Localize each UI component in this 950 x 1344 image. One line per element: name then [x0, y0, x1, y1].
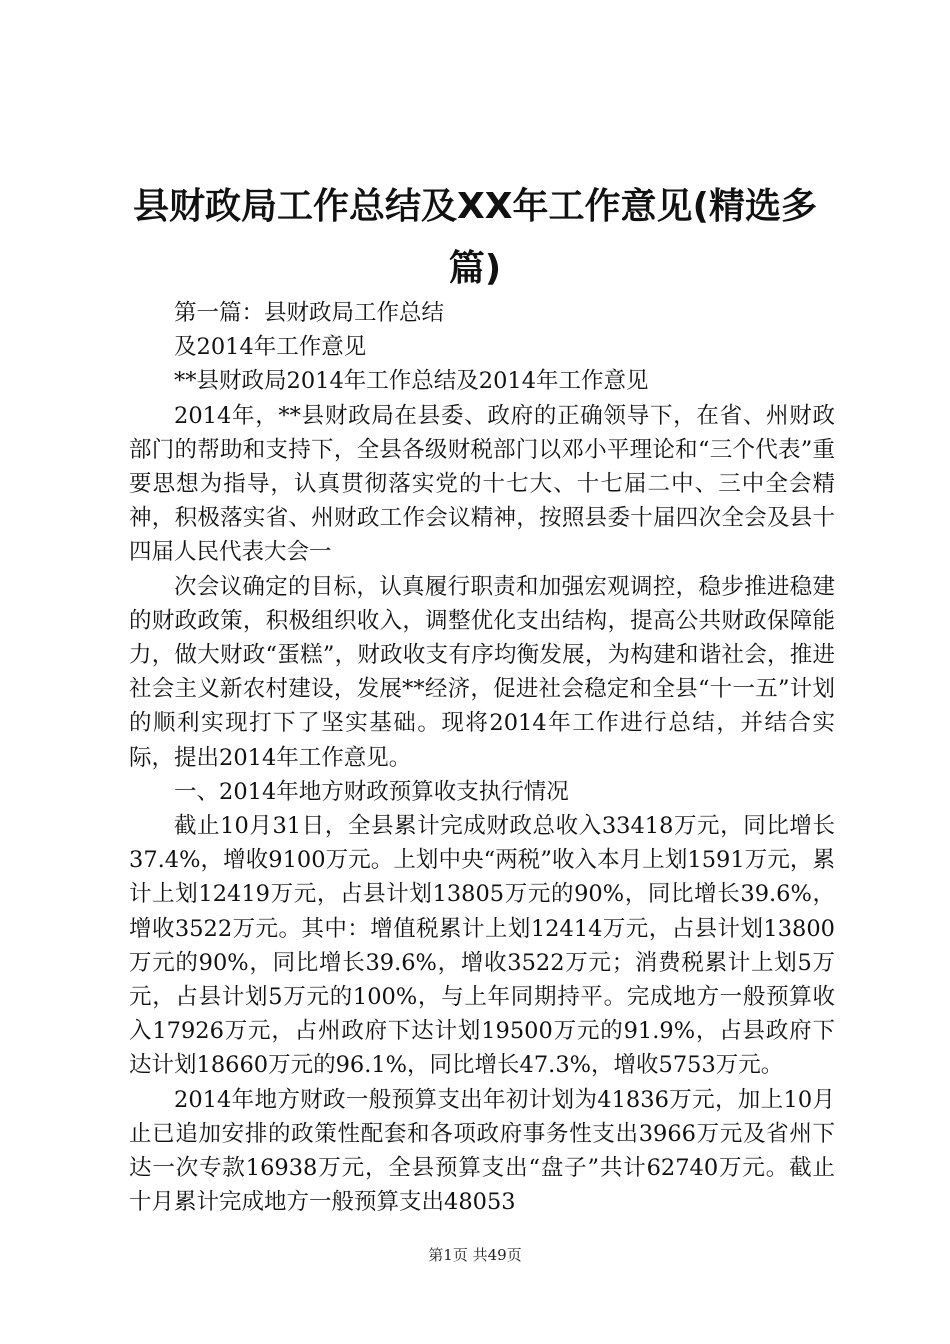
body-paragraph: 截止10月31日，全县累计完成财政总收入33418万元，同比增长37.4%，增收9100万元。上划中央“两税”收入本月上划1591万元，累计上划12419万元，占县计划13805万元的90%，同比增长39.6%，增收3522万元。其中：增值税累计上划12414万元，占县计划13800万元的90%，同比增长39.6%，增收3522万元；消费税累计上划5万元，占县计划5万元的100%，与上年同期持平。完成地方一般预算收入17926万元，占州政府下达计划19500万元的91.9%，占县政府下达计划18660万元的96.1%，同比增长47.3%，增收5753万元。: [129, 813, 835, 1079]
document-body: [129, 296, 835, 1219]
page-number: 第1页 共49页: [428, 1246, 522, 1264]
section-heading: 第一篇：县财政局工作总结: [174, 300, 445, 326]
report-title: **县财政局2014年工作总结及2014年工作意见: [174, 368, 649, 395]
body-paragraph: 2014年，**县财政局在县委、政府的正确领导下，在省、州财政部门的帮助和支持下，全县各级财税部门以邓小平理论和“三个代表”重要思想为指导，认真贯彻落实党的十七大、十七届二中、三中全会精神，积极落实省、州财政工作会议精神，按照县委十届四次全会及县十四届人民代表大会一: [129, 402, 835, 566]
section-heading-continued: 及2014年工作意见: [174, 334, 367, 361]
body-paragraph: 2014年地方财政一般预算支出年初计划为41836万元，加上10月止已追加安排的政策性配套和各项政府事务性支出3966万元及省州下达一次专款16938万元，全县预算支出“盘子”共计62740万元。截止十月累计完成地方一般预算支出48053: [129, 1086, 835, 1216]
subsection-heading: 一、2014年地方财政预算收支执行情况: [174, 778, 569, 805]
body-paragraph: 次会议确定的目标，认真履行职责和加强宏观调控，稳步推进稳建的财政政策，积极组织收入，调整优化支出结构，提高公共财政保障能力，做大财政“蛋糕”，财政收支有序均衡发展，为构建和谐社会，推进社会主义新农村建设，发展**经济，促进社会稳定和全县“十一五”计划的顺利实现打下了坚实基础。现将2014年工作进行总结，并结合实际，提出2014年工作意见。: [129, 573, 835, 771]
document-title: 县财政局工作总结及XX年工作意见(精选多: [133, 186, 817, 227]
document-title-continued: 篇): [448, 248, 502, 289]
